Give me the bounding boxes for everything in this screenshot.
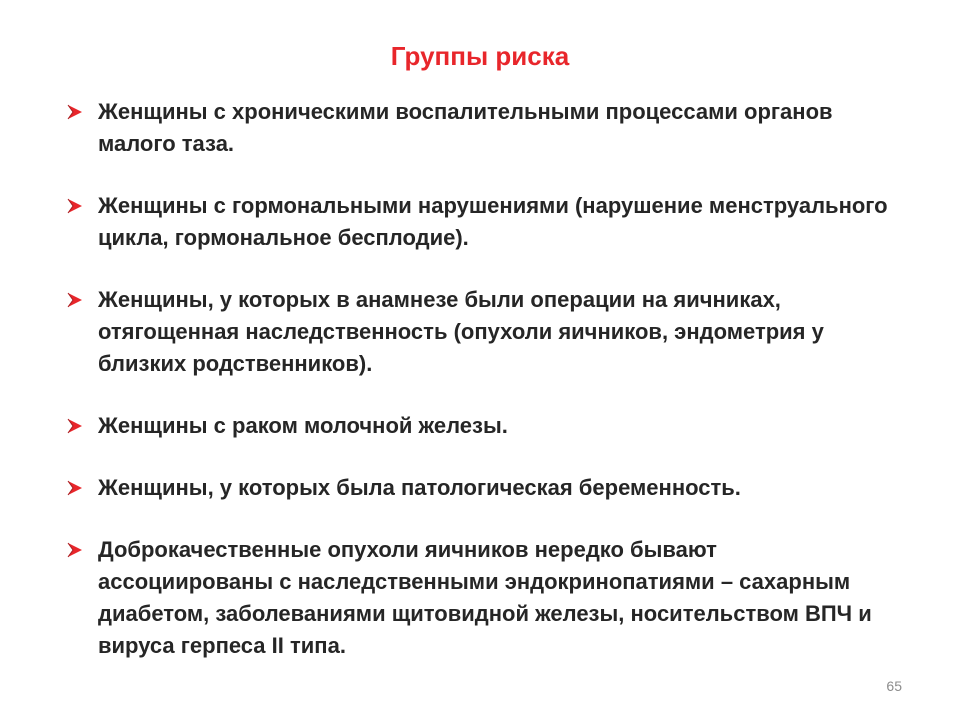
arrow-bullet-icon <box>66 292 84 308</box>
arrow-bullet-icon <box>66 198 84 214</box>
list-item-text: Женщины с гормональными нарушениями (нарушение менструального цикла, гормональное бесплодие). <box>98 193 888 250</box>
list-item <box>66 190 896 254</box>
list-item-text: Женщины, у которых в анамнезе были операции на яичниках, отягощенная наследственность (опухоли яичников, эндометрия у близких родственников). <box>98 287 824 376</box>
arrow-bullet-icon <box>66 480 84 496</box>
list-item-text: Женщины, у которых была патологическая беременность. <box>98 475 741 500</box>
risk-group-list <box>66 96 896 692</box>
list-item <box>66 410 896 442</box>
list-item <box>66 534 896 662</box>
list-item <box>66 284 896 380</box>
arrow-bullet-icon <box>66 542 84 558</box>
list-item-text: Женщины с хроническими воспалительными процессами органов малого таза. <box>98 99 833 156</box>
slide-title: Группы риска <box>390 41 570 71</box>
page-number: 65 <box>886 678 902 694</box>
list-item <box>66 96 896 160</box>
list-item-text: Женщины с раком молочной железы. <box>98 413 508 438</box>
arrow-bullet-icon <box>66 418 84 434</box>
list-item-text: Доброкачественные опухоли яичников нередко бывают ассоциированы с наследственными эндокринопатиями – сахарным диабетом, заболеваниями щитовидной железы, носительством ВПЧ и вируса герпеса II типа. <box>98 537 872 658</box>
arrow-bullet-icon <box>66 104 84 120</box>
list-item <box>66 472 896 504</box>
